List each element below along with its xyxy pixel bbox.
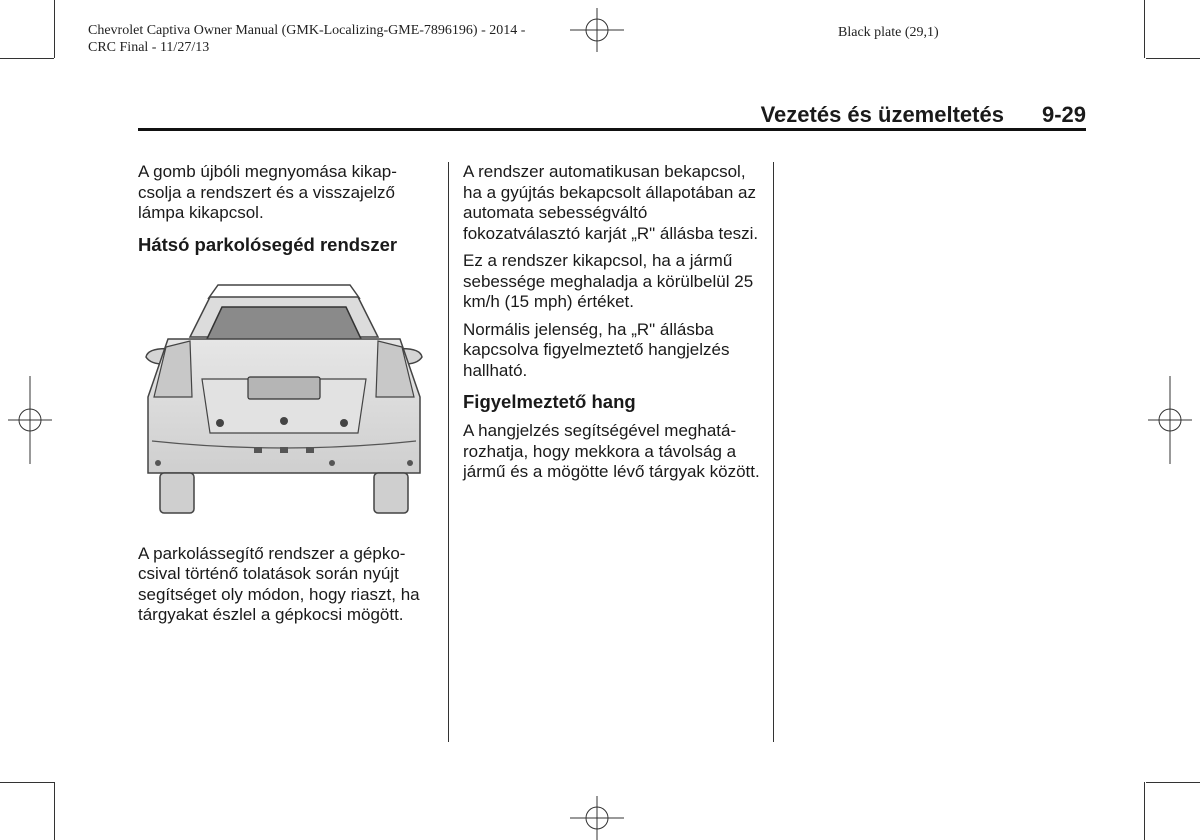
print-metadata-right: Black plate (29,1) bbox=[838, 25, 939, 40]
column-2 bbox=[463, 162, 763, 490]
crop-mark bbox=[1144, 782, 1145, 840]
paragraph: A rendszer automatikusan bekapcsol, ha a gyújtás bekapcsolt állapotában az automata sebességváltó fokozatválasztó karját „R" állásba teszi. bbox=[463, 162, 759, 243]
crop-mark bbox=[0, 58, 54, 59]
crop-mark bbox=[54, 782, 55, 840]
paragraph: Ez a rendszer kikapcsol, ha a jármű sebessége meghaladja a körülbelül 25 km/h (15 mph) értéket. bbox=[463, 251, 754, 311]
registration-mark-right bbox=[1148, 376, 1192, 464]
registration-mark-left bbox=[8, 376, 52, 464]
paragraph: A hangjelzés segítségével meghatározhatja, hogy mekkora a távolság a jármű és a mögötte lévő tárgyak között. bbox=[463, 421, 760, 481]
header-rule bbox=[138, 128, 1086, 131]
column-divider bbox=[448, 162, 449, 742]
print-metadata-line2: CRC Final - 11/27/13 bbox=[88, 40, 210, 55]
paragraph: A parkolássegítő rendszer a gépkocsival történő tolatások során nyújt segítséget oly módon, hogy riaszt, ha tárgyakat észlel a gépkocsi mögött. bbox=[138, 543, 420, 624]
print-metadata-line1: Chevrolet Captiva Owner Manual (GMK-Localizing-GME-7896196) - 2014 - bbox=[88, 23, 526, 38]
page-number: 9-29 bbox=[1041, 102, 1086, 127]
section-title: Vezetés és üzemeltetés bbox=[760, 102, 1004, 127]
crop-mark bbox=[0, 782, 54, 783]
column-divider bbox=[773, 162, 774, 742]
print-metadata-left bbox=[88, 22, 525, 56]
crop-mark bbox=[54, 0, 55, 58]
paragraph: A gomb újbóli megnyomása kikapcsolja a rendszert és a visszajelző lámpa kikapcsol. bbox=[138, 162, 397, 222]
running-header bbox=[761, 102, 1086, 128]
crop-mark bbox=[1146, 58, 1200, 59]
registration-mark-bottom bbox=[570, 796, 624, 840]
section-heading: Hátsó parkolósegéd rendszer bbox=[138, 233, 398, 255]
crop-mark bbox=[1146, 782, 1200, 783]
registration-mark-top bbox=[570, 8, 624, 52]
paragraph: Normális jelenség, ha „R" állásba kapcsolva figyelmeztető hangjelzés hallható. bbox=[463, 319, 730, 380]
car-rear-illustration bbox=[138, 277, 430, 517]
crop-mark bbox=[1144, 0, 1145, 58]
section-heading: Figyelmeztető hang bbox=[463, 391, 636, 412]
